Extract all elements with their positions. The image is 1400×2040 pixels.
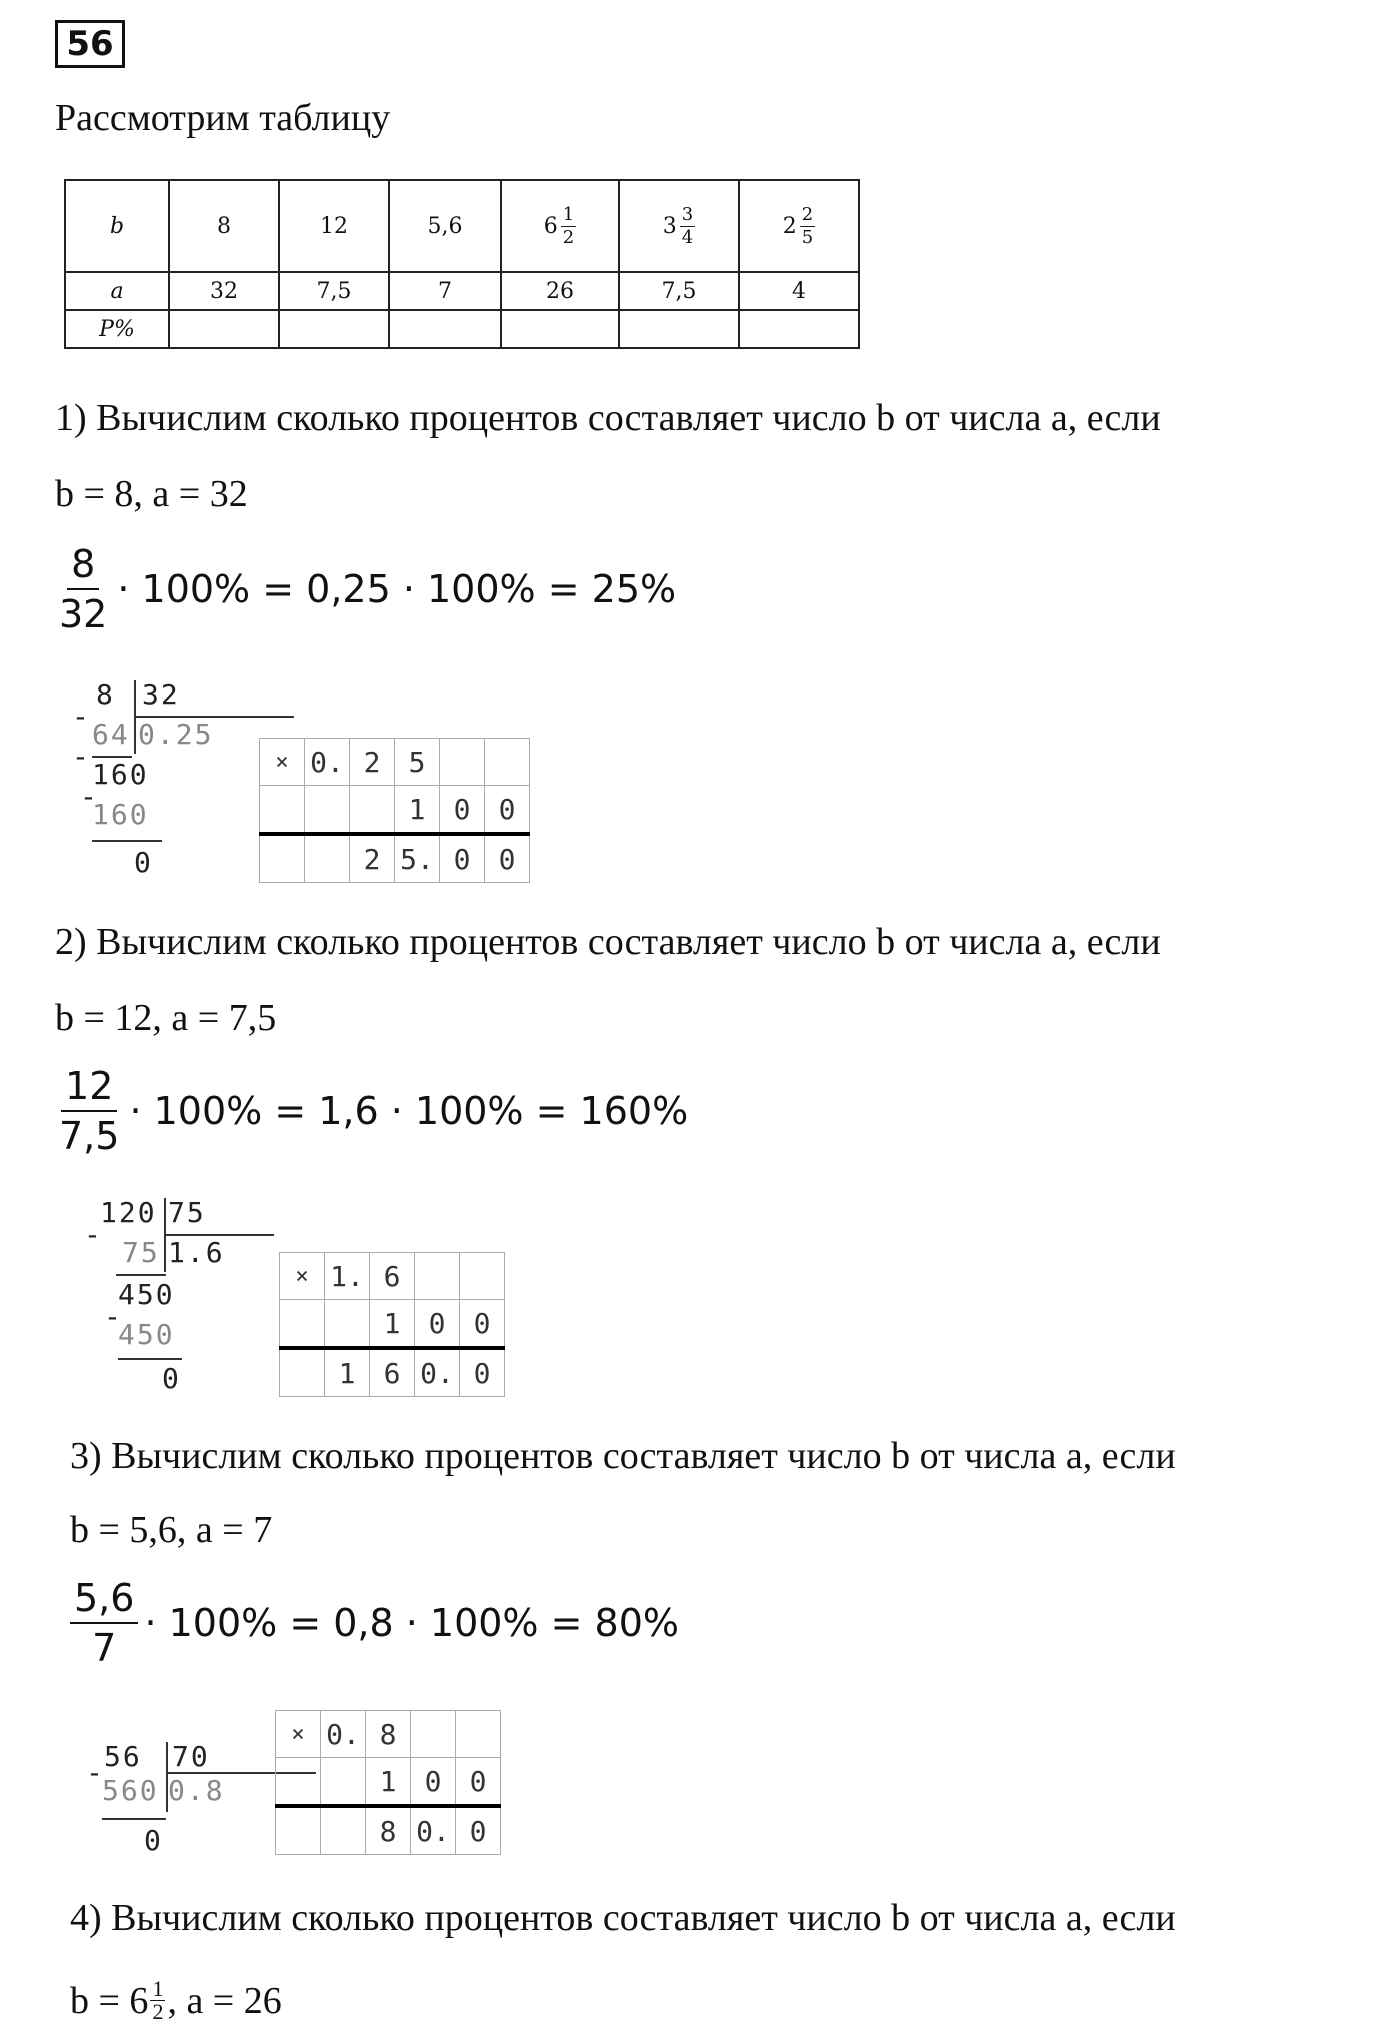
step-3-multiplication: × 0. 8 1 0 0 8 0. 0 (275, 1710, 501, 1855)
table-a-cell: 7 (389, 272, 501, 310)
step-2-multiplication: × 1. 6 1 0 0 1 6 0. 0 (279, 1252, 505, 1397)
step-1-formula: $\frac{8}{32}$ · 100% = 0,25 · 100% = 25% (55, 544, 676, 634)
table-b-cell: 6 1 2 (501, 180, 619, 272)
intro-text: Рассмотрим таблицу (55, 97, 391, 139)
table-a-cell: 4 (739, 272, 859, 310)
table-b-cell: 8 (169, 180, 279, 272)
table-a-cell: 32 (169, 272, 279, 310)
step-2-fraction: $\frac{12}{7,5}$ (59, 1064, 120, 1158)
step-4-title: 4) Вычислим сколько процентов составляет число b от числа a, если (70, 1897, 1176, 1939)
task-number: 56 (55, 20, 125, 68)
step-3-long-division: 56 70 - 560 0.8 0 (86, 1740, 256, 1860)
table-p-cell (501, 310, 619, 348)
table-p-cell (169, 310, 279, 348)
step-2-title: 2) Вычислим сколько процентов составляет число b от числа a, если (55, 921, 1161, 963)
table-p-cell (279, 310, 389, 348)
step-2-condition: b = 12, a = 7,5 (55, 997, 277, 1039)
table-a-cell: 7,5 (619, 272, 739, 310)
step-1-multiplication: × 0. 2 5 1 0 0 2 5. 0 0 (259, 738, 530, 883)
table-b-cell: 2 2 5 (739, 180, 859, 272)
table-p-cell (739, 310, 859, 348)
table-b-cell: 3 3 4 (619, 180, 739, 272)
step-1-long-division: 8 32 - 64 0.25 - 160 - 160 0 (70, 676, 240, 886)
table-a-cell: 7,5 (279, 272, 389, 310)
table-p-cell (619, 310, 739, 348)
table-label-b: b (65, 180, 169, 272)
data-table (64, 179, 860, 349)
table-label-p: P% (65, 310, 169, 348)
step-3-condition: b = 5,6, a = 7 (70, 1509, 273, 1551)
step-2-formula: $\frac{12}{7,5}$ · 100% = 1,6 · 100% = 160% (55, 1066, 688, 1156)
step-2-long-division: 120 75 - 75 1.6 450 - 450 0 (90, 1194, 260, 1404)
step-3-formula: $\frac{5,6}{7}$ · 100% = 0,8 · 100% = 80% (70, 1578, 679, 1668)
step-3-title: 3) Вычислим сколько процентов составляет число b от числа a, если (70, 1435, 1176, 1477)
table-b-cell: 5,6 (389, 180, 501, 272)
step-4-condition: b = 6 1 2 , a = 26 (70, 1976, 282, 2024)
table-label-a: a (65, 272, 169, 310)
step-1-fraction: $\frac{8}{32}$ (59, 542, 108, 636)
table-a-cell: 26 (501, 272, 619, 310)
table-p-cell (389, 310, 501, 348)
table-b-cell: 12 (279, 180, 389, 272)
step-1-condition: b = 8, a = 32 (55, 473, 248, 515)
step-4-mixed-fraction: 1 2 (152, 1976, 164, 2024)
step-3-fraction: $\frac{5,6}{7}$ (70, 1578, 138, 1668)
step-1-title: 1) Вычислим сколько процентов составляет число b от числа a, если (55, 397, 1161, 439)
